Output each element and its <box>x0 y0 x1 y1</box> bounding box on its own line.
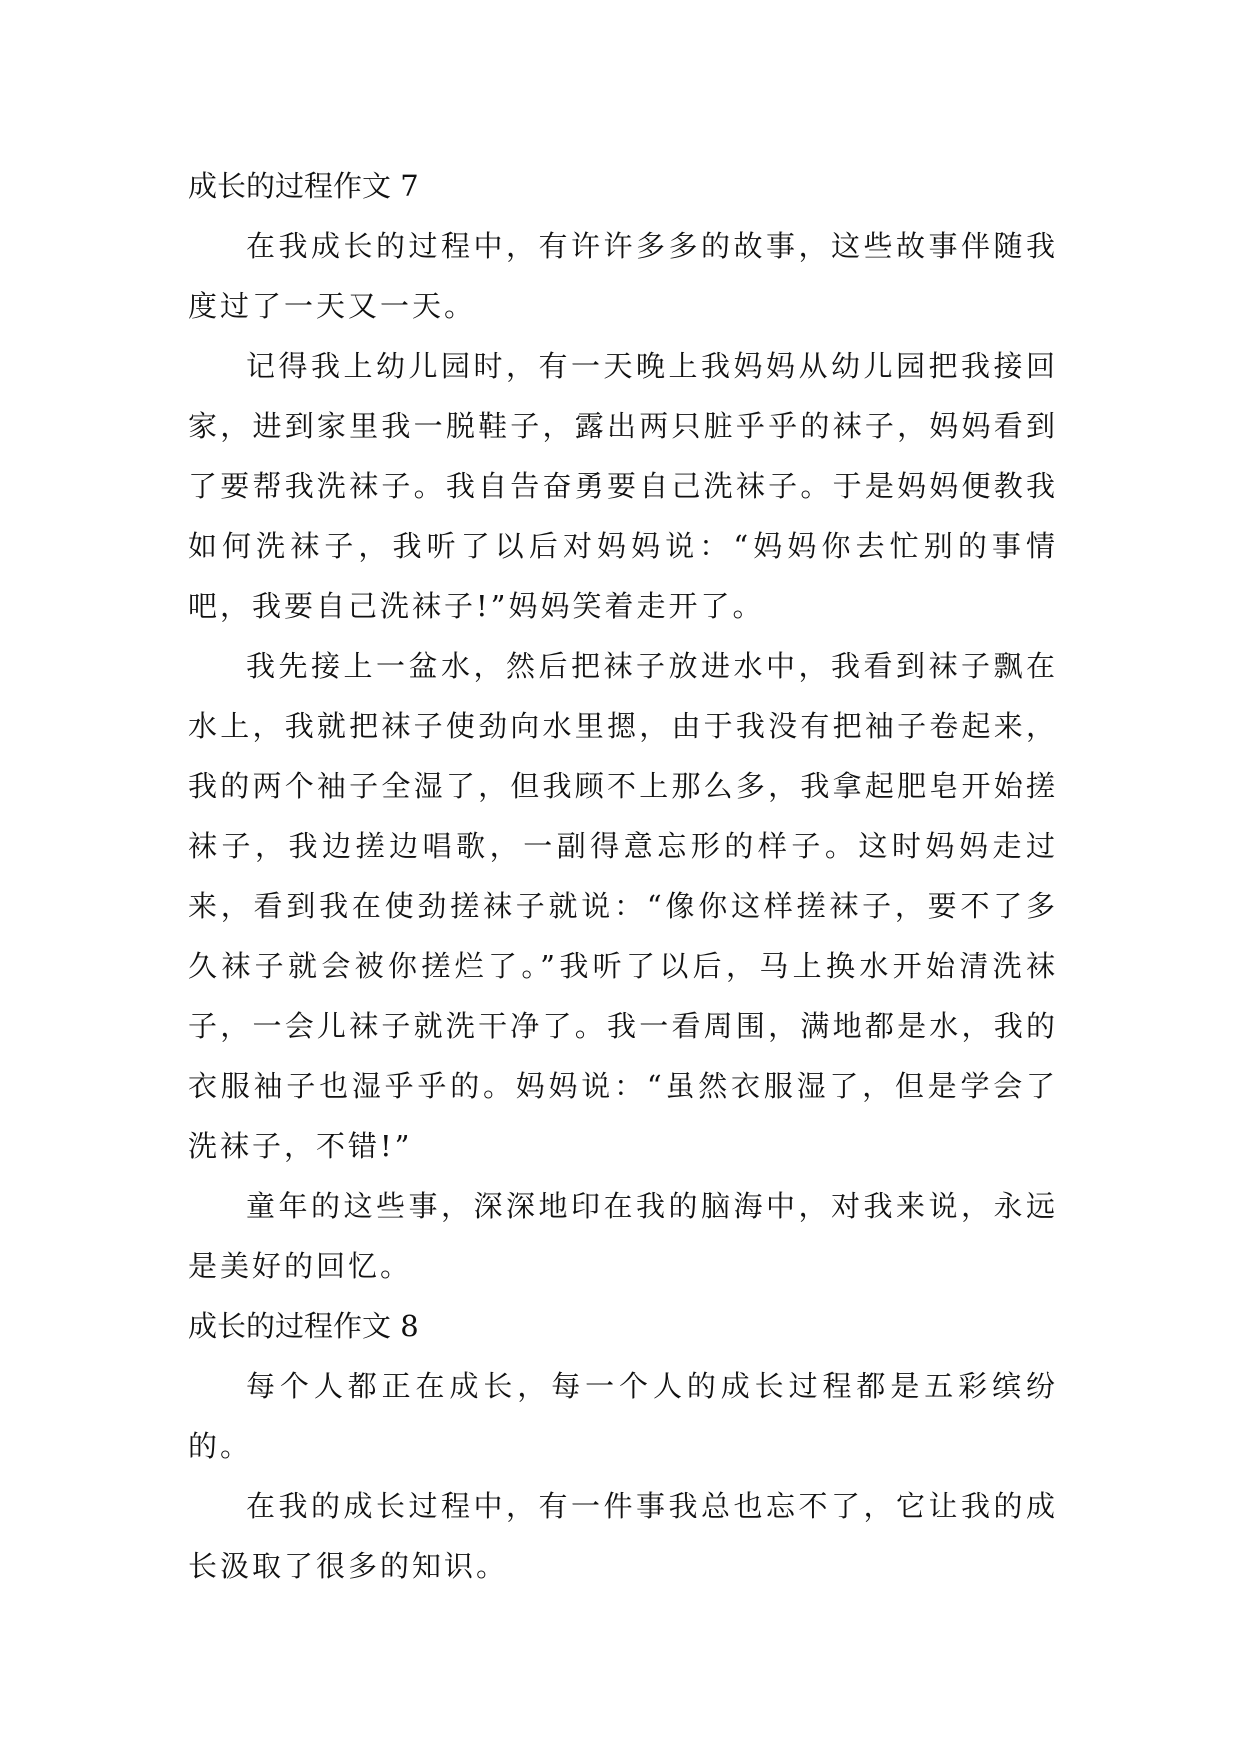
essay-8-paragraph-1: 每个人都正在成长，每一个人的成长过程都是五彩缤纷的。 <box>188 1369 1058 1463</box>
document-body <box>188 156 1058 1596</box>
essay-7-paragraph-4: 童年的这些事，深深地印在我的脑海中，对我来说，永远是美好的回忆。 <box>188 1189 1058 1283</box>
essay-7-paragraph-3: 我先接上一盆水，然后把袜子放进水中，我看到袜子飘在水上，我就把袜子使劲向水里摁，由于我没有把袖子卷起来，我的两个袖子全湿了，但我顾不上那么多，我拿起肥皂开始搓袜子，我边搓边唱歌，一副得意忘形的样子。这时妈妈走过来，看到我在使劲搓袜子就说：“像你这样搓袜子，要不了多久袜子就会被你搓烂了。”我听了以后，马上换水开始清洗袜子，一会儿袜子就洗干净了。我一看周围，满地都是水，我的衣服袖子也湿乎乎的。妈妈说：“虽然衣服湿了，但是学会了洗袜子，不错!” <box>188 649 1058 1163</box>
essay-8-title: 成长的过程作文 8 <box>188 1309 419 1343</box>
essay-7-paragraph-1: 在我成长的过程中，有许许多多的故事，这些故事伴随我度过了一天又一天。 <box>188 229 1058 323</box>
essay-7-title: 成长的过程作文 7 <box>188 169 419 203</box>
essay-8-paragraph-2: 在我的成长过程中，有一件事我总也忘不了，它让我的成长汲取了很多的知识。 <box>188 1489 1058 1583</box>
essay-7-paragraph-2: 记得我上幼儿园时，有一天晚上我妈妈从幼儿园把我接回家，进到家里我一脱鞋子，露出两只脏乎乎的袜子，妈妈看到了要帮我洗袜子。我自告奋勇要自己洗袜子。于是妈妈便教我如何洗袜子，我听了以后对妈妈说：“妈妈你去忙别的事情吧，我要自己洗袜子!”妈妈笑着走开了。 <box>188 349 1058 623</box>
